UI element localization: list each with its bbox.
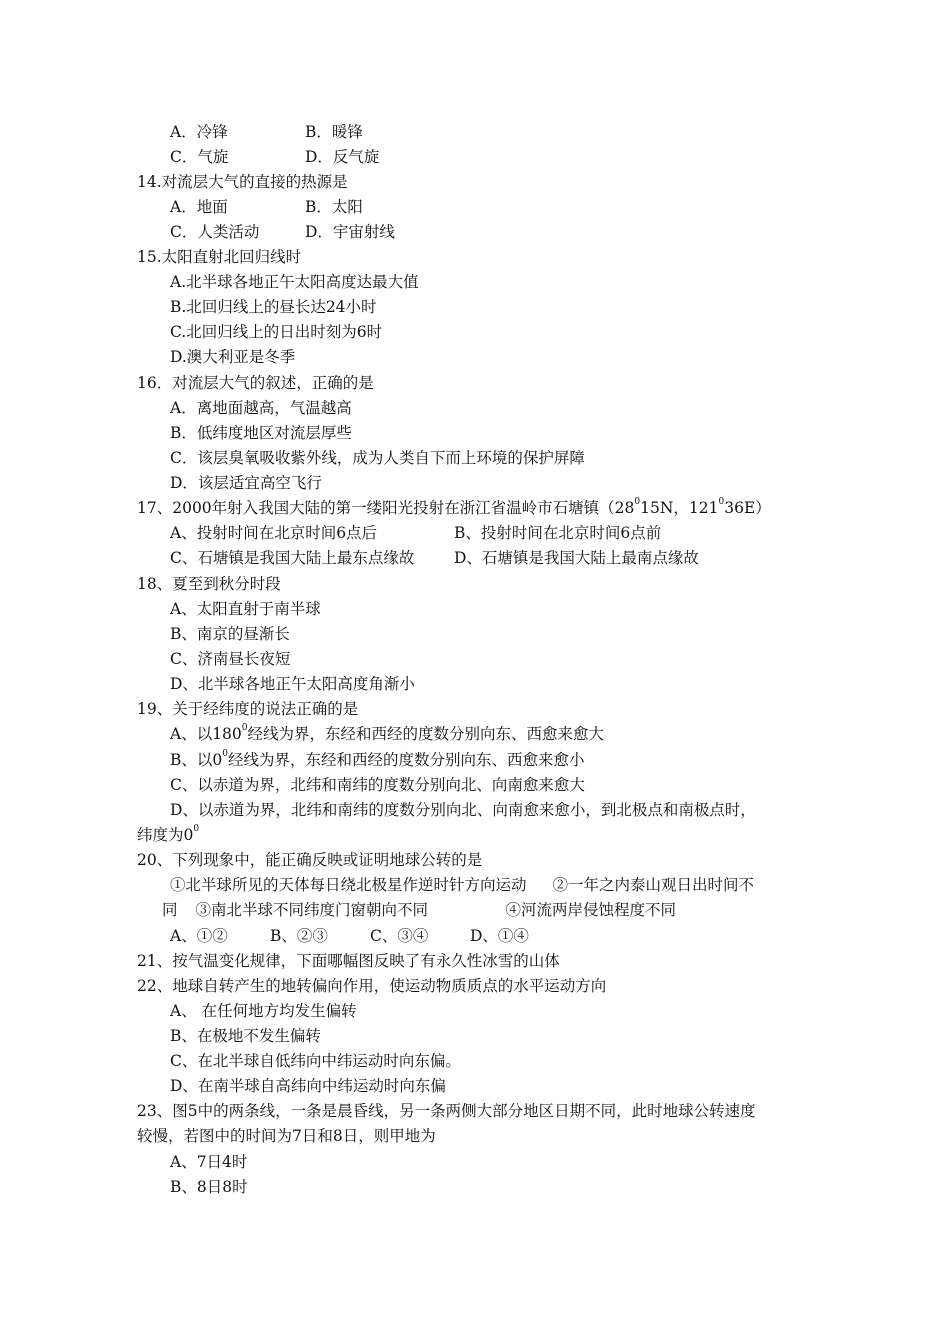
q20-option-a: A、①② <box>170 927 228 945</box>
q17-option-b: B、投射时间在北京时间6点前 <box>454 524 662 542</box>
q17-degree-mark-1: 0 <box>634 497 641 507</box>
q14-options-row2 <box>0 220 950 245</box>
q16-option-c: C．该层臭氧吸收紫外线，成为人类自下而上环境的保护屏障 <box>170 449 585 467</box>
q15-option-c: C.北回归线上的日出时刻为6时 <box>170 323 383 341</box>
q20-option-b: B、②③ <box>270 927 328 945</box>
q19-option-d-line2-text: 纬度为0 <box>137 826 194 844</box>
q17-stem <box>0 496 950 521</box>
q17-stem-part3: 36E） <box>724 499 771 517</box>
q22-option-d: D、在南半球自高纬向中纬运动时向东偏 <box>170 1077 446 1095</box>
q19-option-d-line1: D、以赤道为界，北纬和南纬的度数分别向北、向南愈来愈小，到北极点和南极点时， <box>170 801 756 819</box>
q13-options-row1 <box>0 120 950 145</box>
q19-option-d-degree: 0 <box>193 824 200 834</box>
q20-option-c: C、③④ <box>370 927 429 945</box>
q18-option-c: C、济南昼长夜短 <box>170 650 291 668</box>
q14-option-c: C．人类活动 <box>170 223 260 241</box>
q21-stem: 21、按气温变化规律，下面哪幅图反映了有永久性冰雪的山体 <box>137 952 560 970</box>
q17-option-c: C、石塘镇是我国大陆上最东点缘故 <box>170 549 415 567</box>
q19-option-d-line2 <box>0 823 950 848</box>
q23-option-b: B、8日8时 <box>170 1178 248 1196</box>
q17-options-row2 <box>0 546 950 571</box>
q16-option-a: A．离地面越高，气温越高 <box>170 399 352 417</box>
q22-option-b: B、在极地不发生偏转 <box>170 1027 321 1045</box>
q19-option-b-text: 经线为界，东经和西经的度数分别向东、西愈来愈小 <box>228 751 585 769</box>
q20-statements-line2 <box>0 898 950 923</box>
q20-statement-4: ④河流两岸侵蚀程度不同 <box>505 901 677 919</box>
q22-stem: 22、地球自转产生的地转偏向作用，使运动物质质点的水平运动方向 <box>137 977 607 995</box>
q16-option-b: B．低纬度地区对流层厚些 <box>170 424 352 442</box>
q17-option-a: A、投射时间在北京时间6点后 <box>170 524 378 542</box>
q20-statement-3: ③南北半球不同纬度门窗朝向不同 <box>195 901 429 919</box>
q18-stem: 18、夏至到秋分时段 <box>137 575 281 593</box>
q18-option-a: A、太阳直射于南半球 <box>170 600 321 618</box>
q23-option-a: A、7日4时 <box>170 1153 248 1171</box>
q16-option-d: D．该层适宜高空飞行 <box>170 474 322 492</box>
q13-option-b: B．暖锋 <box>305 123 363 141</box>
q14-stem: 14.对流层大气的直接的热源是 <box>137 173 348 191</box>
q15-option-d: D.澳大利亚是冬季 <box>170 348 296 366</box>
q20-statement-2-end: 同 <box>162 901 178 919</box>
q14-option-d: D．宇宙射线 <box>305 223 395 241</box>
q14-options-row1 <box>0 195 950 220</box>
q20-options <box>0 924 950 949</box>
q19-option-b <box>0 748 950 773</box>
q22-option-c: C、在北半球自低纬向中纬运动时向东偏。 <box>170 1052 461 1070</box>
q23-stem-line2: 较慢，若图中的时间为7日和8日，则甲地为 <box>137 1127 436 1145</box>
q19-option-b-prefix: B、以0 <box>170 751 223 769</box>
q15-option-a: A.北半球各地正午太阳高度达最大值 <box>170 273 419 291</box>
q22-option-a: A、 在任何地方均发生偏转 <box>170 1002 357 1020</box>
q17-options-row1 <box>0 521 950 546</box>
q20-statements-line1 <box>0 873 950 898</box>
q20-statement-2-start: ②一年之内泰山观日出时间不 <box>552 876 755 894</box>
q13-options-row2 <box>0 145 950 170</box>
q19-option-a-degree: 0 <box>241 723 248 733</box>
q19-option-a-text: 经线为界，东经和西经的度数分别向东、西愈来愈大 <box>247 725 605 743</box>
q19-option-a-prefix: A、以180 <box>170 725 242 743</box>
q18-option-b: B、南京的昼渐长 <box>170 625 290 643</box>
q19-stem: 19、关于经纬度的说法正确的是 <box>137 700 359 718</box>
q17-stem-part2: 15N，121 <box>640 499 719 517</box>
q19-option-a <box>0 722 950 747</box>
q20-option-d: D、①④ <box>470 927 529 945</box>
q13-option-a: A．冷锋 <box>170 123 228 141</box>
q17-stem-part1: 17、2000年射入我国大陆的第一缕阳光投射在浙江省温岭市石塘镇（28 <box>137 499 635 517</box>
q13-option-c: C．气旋 <box>170 148 229 166</box>
q15-option-b: B.北回归线上的昼长达24小时 <box>170 298 377 316</box>
q18-option-d: D、北半球各地正午太阳高度角渐小 <box>170 675 415 693</box>
q15-stem: 15.太阳直射北回归线时 <box>137 248 302 266</box>
q17-option-d: D、石塘镇是我国大陆上最南点缘故 <box>454 549 699 567</box>
q13-option-d: D．反气旋 <box>305 148 380 166</box>
q14-option-b: B．太阳 <box>305 198 363 216</box>
q16-stem: 16．对流层大气的叙述，正确的是 <box>137 374 374 392</box>
q20-stem: 20、下列现象中，能正确反映或证明地球公转的是 <box>137 851 483 869</box>
q14-option-a: A．地面 <box>170 198 228 216</box>
q17-degree-mark-2: 0 <box>718 497 725 507</box>
q19-option-c: C、以赤道为界，北纬和南纬的度数分别向北、向南愈来愈大 <box>170 776 585 794</box>
q23-stem-line1: 23、图5中的两条线，一条是晨昏线，另一条两侧大部分地区日期不同，此时地球公转速度 <box>137 1102 756 1120</box>
q19-option-b-degree: 0 <box>222 749 228 759</box>
q20-statement-1: ①北半球所见的天体每日绕北极星作逆时针方向运动 <box>170 876 527 894</box>
